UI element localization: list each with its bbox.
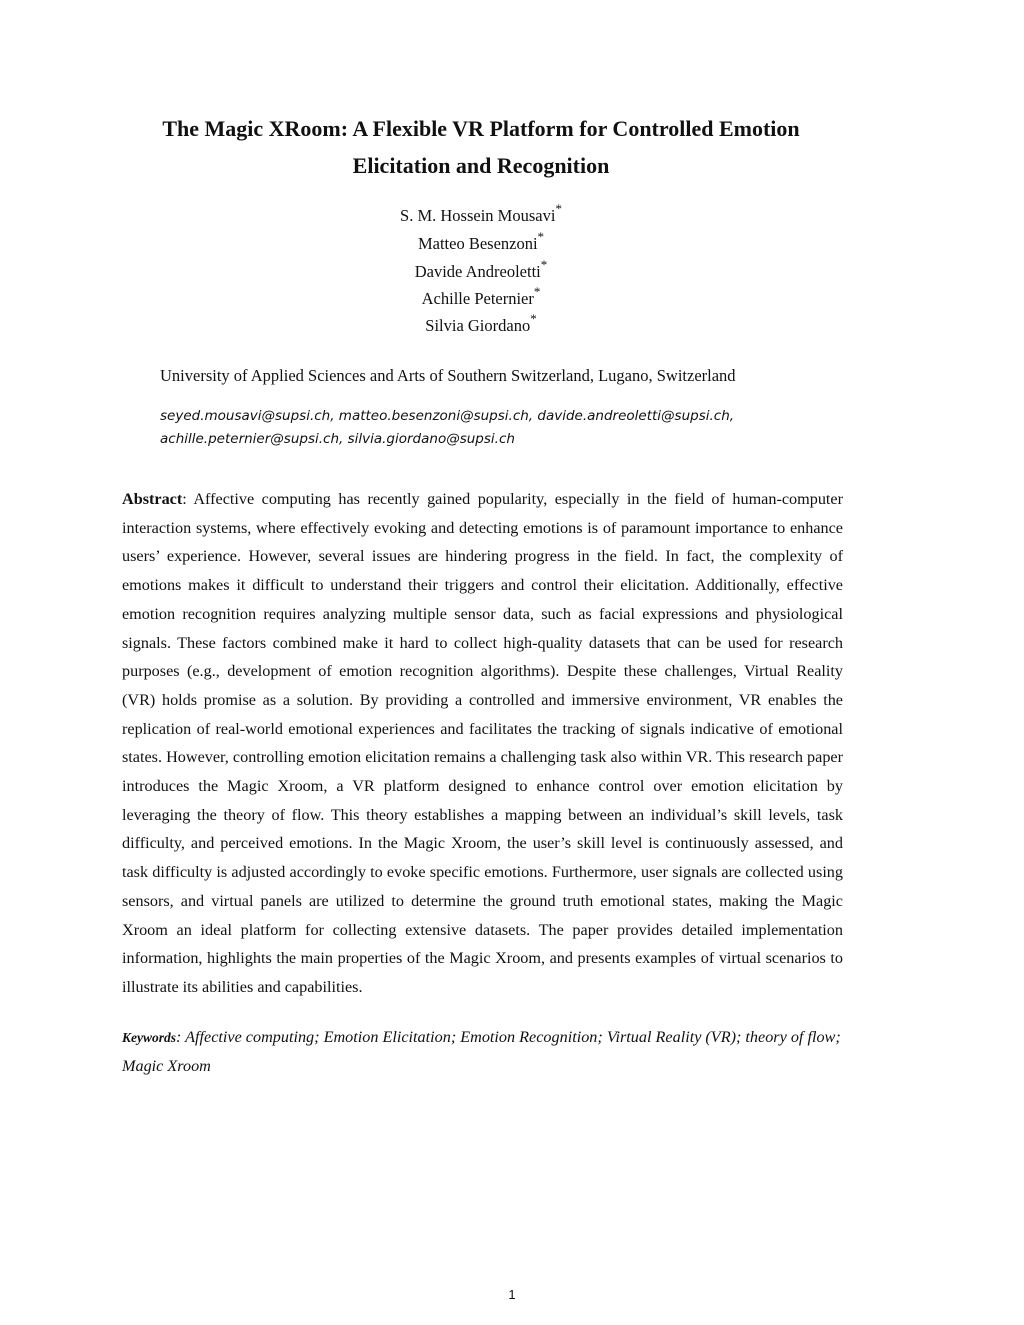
keywords-label: Keywords — [122, 1030, 176, 1045]
author-2 — [280, 229, 682, 254]
author-name: Davide Andreoletti — [414, 262, 541, 281]
paper-title-line-1: The Magic XRoom: A Flexible VR Platform for Controlled Emotion — [162, 116, 800, 141]
author-emails-line-1: seyed.mousavi@supsi.ch, matteo.besenzoni@supsi.ch, davide.andreoletti@supsi.ch, — [160, 408, 735, 424]
author-affiliation-mark: * — [555, 201, 562, 216]
keywords — [122, 1023, 843, 1081]
author-name: Silvia Giordano — [425, 316, 531, 335]
author-emails-line-2: achille.peternier@supsi.ch, silvia.giordano@supsi.ch — [160, 431, 515, 447]
affiliation: University of Applied Sciences and Arts of Southern Switzerland, Lugano, Switzerland — [160, 366, 736, 385]
author-affiliation-mark: * — [530, 311, 537, 326]
author-affiliation-mark: * — [540, 257, 548, 272]
author-5 — [280, 311, 682, 336]
abstract-label: Abstract — [122, 490, 183, 508]
author-1 — [280, 201, 682, 226]
paper-title-line-2: Elicitation and Recognition — [352, 153, 610, 178]
author-4 — [280, 284, 682, 309]
author-name: Achille Peternier — [421, 289, 534, 308]
abstract — [122, 485, 843, 1002]
author-affiliation-mark: * — [533, 284, 541, 299]
abstract-text: : Affective computing has recently gained popularity, especially in the field of human-computer interaction systems, where effectively evoking and detecting emotions is of paramount importance to enhance users’ experience. However, several issues are hindering progress in the field. In fact, the complexity of emotions makes it difficult to understand their triggers and control their elicitation. Additionally, effective emotion recognition requires analyzing multiple sensor data, such as facial expressions and physiological signals. These factors combined make it hard to collect high-quality datasets that can be used for research purposes (e.g., development of emotion recognition algorithms). Despite these challenges, Virtual Reality (VR) holds promise as a solution. By providing a controlled and immersive environment, VR enables the replication of real-world emotional experiences and facilitates the tracking of signals indicative of emotional states. However, controlling emotion elicitation remains a challenging task also within VR. This research paper introduces the Magic Xroom, a VR platform designed to enhance control over emotion elicitation by leveraging the theory of flow. This theory establishes a mapping between an individual’s skill levels, task difficulty, and perceived emotions. In the Magic Xroom, the user’s skill level is continuously assessed, and task difficulty is adjusted accordingly to evoke specific emotions. Furthermore, user signals are collected using sensors, and virtual panels are utilized to determine the ground truth emotional states, making the Magic Xroom an ideal platform for collecting extensive datasets. The paper provides detailed implementation information, highlights the main properties of the Magic Xroom, and presents examples of virtual scenarios to illustrate its abilities and capabilities. — [122, 490, 843, 996]
author-name: Matteo Besenzoni — [417, 234, 538, 253]
keywords-text: : Affective computing; Emotion Elicitation; Emotion Recognition; Virtual Reality (VR); theory of flow; Magic Xroom — [122, 1028, 841, 1075]
author-name: S. M. Hossein Mousavi — [400, 206, 556, 225]
page-number: 1 — [508, 1287, 516, 1302]
author-3 — [280, 257, 682, 282]
author-affiliation-mark: * — [537, 229, 545, 244]
